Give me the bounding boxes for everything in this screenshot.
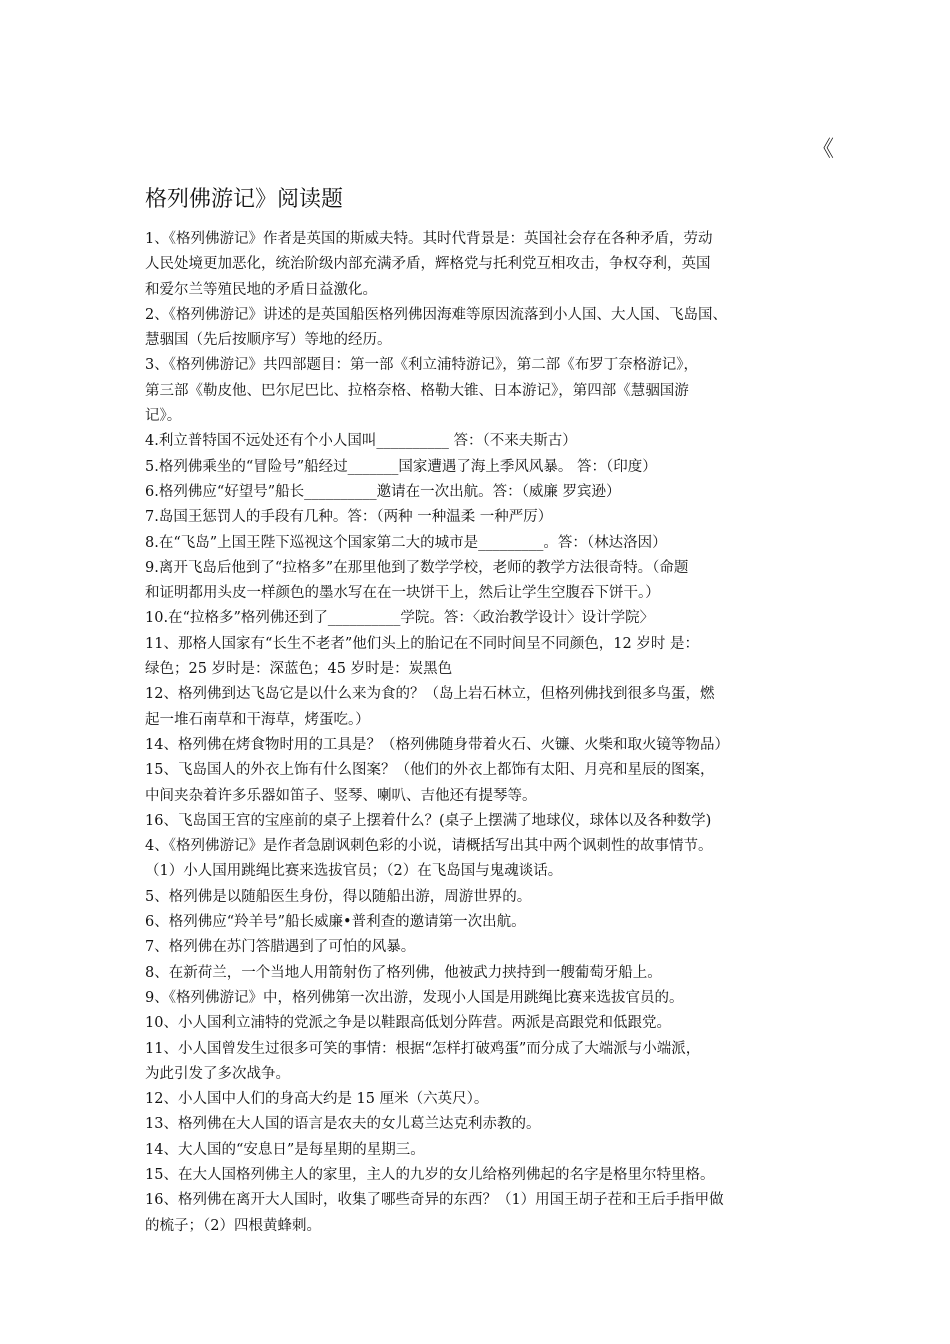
text-line: 人民处境更加恶化，统治阶级内部充满矛盾，辉格党与托利党互相攻击，争权夺利，英国 <box>145 256 711 273</box>
text-line: 8、在新荷兰，一个当地人用箭射伤了格列佛，他被武力挟持到一艘葡萄牙船上。 <box>145 964 662 981</box>
text-line: 1、《格列佛游记》作者是英国的斯威夫特。其时代背景是：英国社会存在各种矛盾，劳动 <box>145 231 713 247</box>
text-line: 15、飞岛国人的外衣上饰有什么图案？（他们的外衣上都饰有太阳、月亮和星辰的图案， <box>145 762 715 779</box>
text-line: 6.格列佛应“好望号”船长__________邀请在一次出航。答：（威廉 罗宾逊） <box>145 483 621 500</box>
text-line: 9.离开飞岛后他到了“拉格多”在那里他到了数学学校，老师的教学方法很奇特。（命题 <box>145 559 689 576</box>
text-line: 13、格列佛在大人国的语言是农夫的女儿葛兰达克利赤教的。 <box>145 1116 541 1133</box>
text-line: 14、格列佛在烤食物时用的工具是？（格列佛随身带着火石、火镰、火柴和取火镜等物品） <box>145 736 729 753</box>
text-line: 10.在“拉格多”格列佛还到了__________学院。答：〈政治教学设计〉设计学院〉 <box>145 610 655 627</box>
text-line: 的梳子；（2）四根黄蜂刺。 <box>145 1217 321 1234</box>
text-line: 9、《格列佛游记》中，格列佛第一次出游，发现小人国是用跳绳比赛来选拔官员的。 <box>145 989 684 1006</box>
text-line: （1）小人国用跳绳比赛来选拔官员；（2）在飞岛国与鬼魂谈话。 <box>145 863 563 880</box>
text-line: 2、《格列佛游记》讲述的是英国船医格列佛因海难等原因流落到小人国、大人国、飞岛国、 <box>145 306 727 323</box>
text-line: 12、格列佛到达飞岛它是以什么来为食的？（岛上岩石林立，但格列佛找到很多鸟蛋，燃 <box>145 686 715 703</box>
text-line: 12、小人国中人们的身高大约是 15 厘米（六英尺）。 <box>145 1091 489 1108</box>
text-line: 4.利立普特国不远处还有个小人国叫__________ 答：（不来夫斯古） <box>145 433 577 450</box>
opening-bracket-mark: 《 <box>812 137 835 162</box>
text-line: 11、小人国曾发生过很多可笑的事情：根据“怎样打破鸡蛋”而分成了大端派与小端派， <box>145 1040 701 1057</box>
text-line: 3、《格列佛游记》共四部题目：第一部《利立浦特游记》，第二部《布罗丁奈格游记》， <box>145 357 698 374</box>
text-line: 14、大人国的“安息日”是每星期的星期三。 <box>145 1141 425 1158</box>
text-line: 和爱尔兰等殖民地的矛盾日益激化。 <box>145 281 377 298</box>
text-line: 16、飞岛国王宫的宝座前的桌子上摆着什么？(桌子上摆满了地球仪，球体以及各种数学) <box>145 812 712 829</box>
text-line: 7、格列佛在苏门答腊遇到了可怕的风暴。 <box>145 939 416 956</box>
text-line: 6、格列佛应“羚羊号”船长威廉•普利查的邀请第一次出航。 <box>145 914 526 931</box>
text-line: 记》。 <box>145 408 182 425</box>
text-line: 中间夹杂着许多乐器如笛子、竖琴、喇叭、吉他还有提琴等。 <box>145 787 537 804</box>
text-line: 15、在大人国格列佛主人的家里，主人的九岁的女儿给格列佛起的名字是格里尔特里格。 <box>145 1166 715 1183</box>
text-line: 4、《格列佛游记》是作者急剧讽刺色彩的小说，请概括写出其中两个讽刺性的故事情节。 <box>145 838 713 855</box>
text-line: 16、格列佛在离开大人国时，收集了哪些奇异的东西？（1）用国王胡子茬和王后手指甲做 <box>145 1192 724 1209</box>
text-line: 和证明都用头皮一样颜色的墨水写在在一块饼干上，然后让学生空腹吞下饼干。） <box>145 585 660 602</box>
text-line: 5、格列佛是以随船医生身份，得以随船出游，周游世界的。 <box>145 888 532 905</box>
text-line: 为此引发了多次战争。 <box>145 1065 290 1082</box>
text-line: 慧骃国（先后按顺序写）等地的经历。 <box>145 332 392 349</box>
text-line: 5.格列佛乘坐的“冒险号”船经过_______国家遭遇了海上季风风暴。 答：（印度） <box>145 458 657 475</box>
document-body <box>145 227 815 1239</box>
text-line: 7.岛国王惩罚人的手段有几种。答：（两种 一种温柔 一种严厉） <box>145 509 553 526</box>
text-line: 起一堆石南草和干海草，烤蛋吃。） <box>145 711 370 728</box>
text-line: 10、小人国利立浦特的党派之争是以鞋跟高低划分阵营。两派是高跟党和低跟党。 <box>145 1015 671 1032</box>
text-line: 8.在“飞岛”上国王陛下巡视这个国家第二大的城市是_________。答：（林达洛因） <box>145 534 667 551</box>
text-line: 绿色；25 岁时是：深蓝色；45 岁时是：炭黑色 <box>145 661 453 678</box>
text-line: 11、那格人国家有“长生不老者”他们头上的胎记在不同时间呈不同颜色，12 岁时 是： <box>145 635 699 652</box>
document-title: 格列佛游记》阅读题 <box>145 187 344 212</box>
text-line: 第三部《勒皮他、巴尔尼巴比、拉格奈格、格勒大锥、日本游记》，第四部《慧骃国游 <box>145 382 689 399</box>
